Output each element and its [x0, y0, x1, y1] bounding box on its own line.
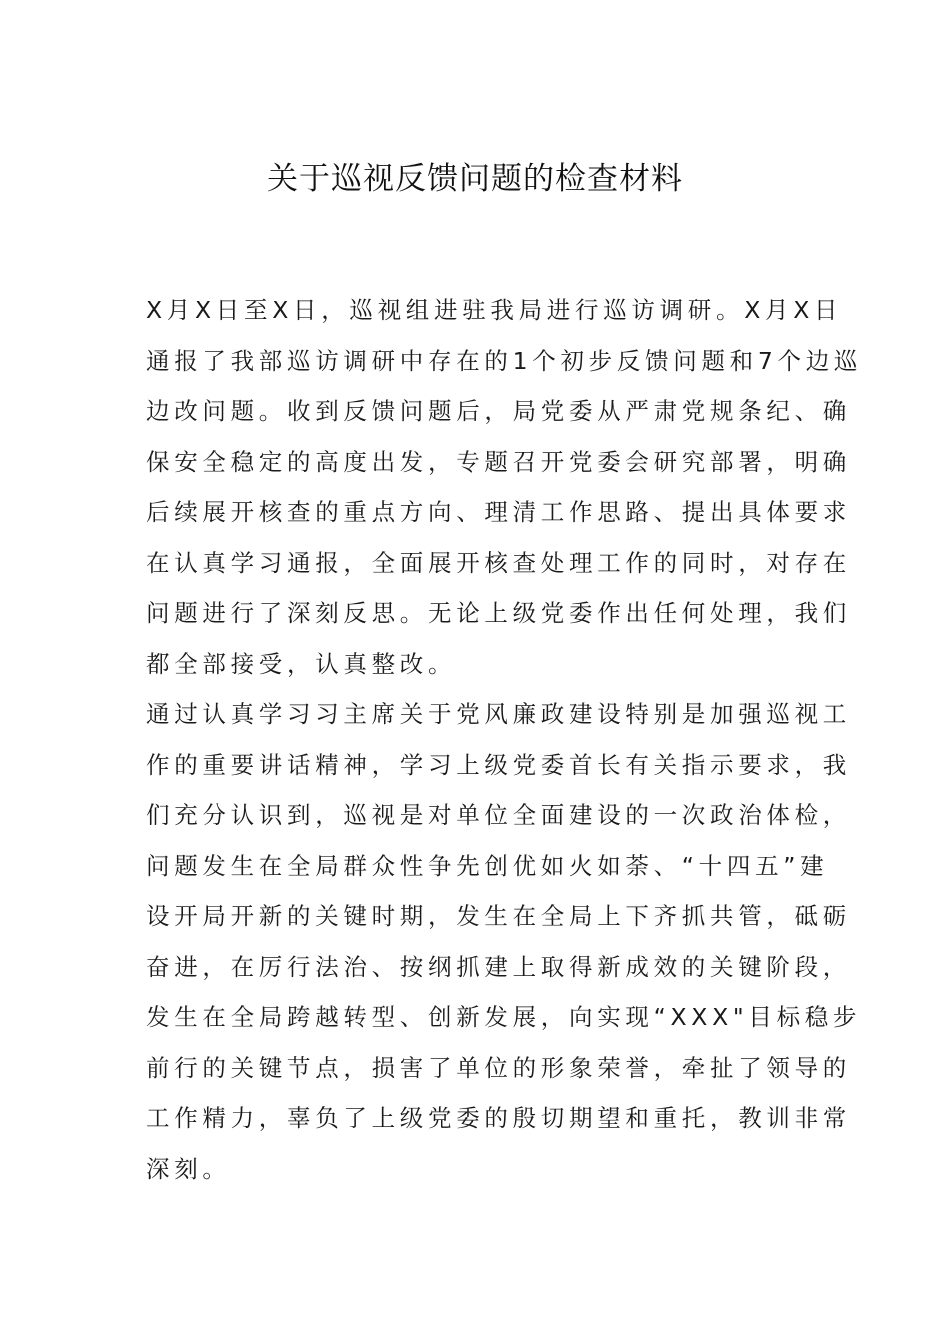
- body-line: X月X日至X日，巡视组进驻我局进行巡访调研。X月X日: [146, 296, 843, 324]
- body-line: 前行的关键节点，损害了单位的形象荣誉，牵扯了领导的: [146, 1053, 851, 1082]
- body-line: 工作精力，辜负了上级党委的殷切期望和重托，教训非常: [146, 1104, 851, 1132]
- body-line: 通报了我部巡访调研中存在的1个初步反馈问题和7个边巡: [146, 346, 863, 375]
- body-line: 们充分认识到，巡视是对单位全面建设的一次政治体检，: [146, 801, 851, 829]
- body-line: 问题进行了深刻反思。无论上级党委作出任何处理，我们: [146, 599, 851, 627]
- body-line: 设开局开新的关键时期，发生在全局上下齐抓共管，砥砺: [146, 902, 851, 930]
- body-line: 边改问题。收到反馈问题后，局党委从严肃党规条纪、确: [146, 397, 851, 425]
- body-line: 在认真学习通报，全面展开核查处理工作的同时，对存在: [146, 548, 851, 577]
- document-title: 关于巡视反馈问题的检查材料: [267, 161, 683, 197]
- document-body: [146, 288, 863, 1197]
- body-line: 发生在全局跨越转型、创新发展，向实现“XXX"目标稳步: [146, 1003, 862, 1031]
- body-line: 问题发生在全局群众性争先创优如火如荼、“十四五”建: [146, 851, 829, 880]
- body-line: 奋进，在厉行法治、按纲抓建上取得新成效的关键阶段，: [146, 952, 851, 981]
- body-line: 后续展开核查的重点方向、理清工作思路、提出具体要求: [146, 498, 851, 526]
- body-line: 深刻。: [146, 1154, 231, 1183]
- body-line: 作的重要讲话精神，学习上级党委首长有关指示要求，我: [146, 750, 851, 779]
- body-line: 都全部接受，认真整改。: [146, 649, 457, 678]
- body-line: 保安全稳定的高度出发，专题召开党委会研究部署，明确: [146, 447, 851, 476]
- body-line: 通过认真学习习主席关于党风廉政建设特别是加强巡视工: [146, 700, 851, 728]
